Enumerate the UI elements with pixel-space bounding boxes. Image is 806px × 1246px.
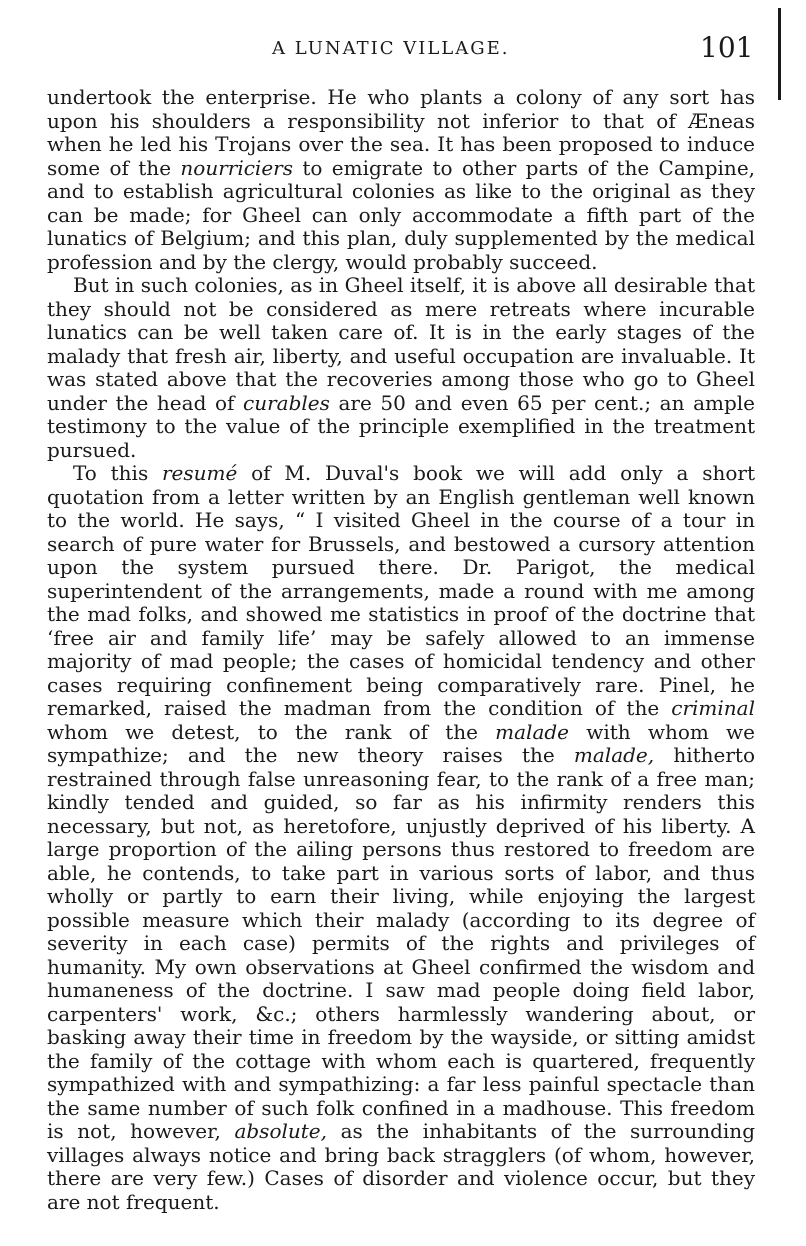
italic-segment: resumé	[162, 461, 238, 485]
running-head-title: A LUNATIC VILLAGE.	[272, 38, 510, 59]
italic-segment: criminal	[671, 696, 755, 720]
text-segment: are 50 and even 65 per cent.; an ample testimony to the value of the principle exemplified in the treatment pursued.	[47, 390, 756, 462]
paragraph-3	[47, 462, 755, 1214]
italic-segment: malade,	[573, 743, 655, 767]
text-segment: But in such colonies, as in Gheel itself, it is above all desirable that they should not be considered as mere retreats where incurable lunatics can be well taken care of. It is in the early stages of the malady that fresh air, liberty, and useful occupation are invaluable. It was stated above that the recoveries among those who go to Gheel under the head of	[47, 273, 755, 415]
text-segment: with whom we sympathize; and the new theory raises the	[47, 719, 755, 767]
italic-segment: curables	[243, 390, 330, 415]
text-segment: to emigrate to other parts of the Campine, and to establish agricultural colonies as like to the original as they can be made; for Gheel can only accommodate a fifth part of the lunatics of Belgium; and this plan, duly supplemented by the medical profession and by the clergy, would probably succeed.	[47, 155, 756, 274]
text-segment: as the inhabitants of the surrounding villages always notice and bring back stragglers (of whom, however, there are very few.) Cases of disorder and violence occur, but they are not frequent.	[47, 1119, 755, 1214]
text-segment: undertook the enterprise. He who plants a colony of any sort has upon his shoulders a responsibility not inferior to that of Æneas when he led his Trojans over the sea. It has been proposed to induce some of the	[47, 85, 755, 180]
text-segment: To this	[73, 461, 162, 485]
paragraph-2	[47, 274, 755, 462]
running-head	[0, 30, 806, 70]
text-segment: of M. Duval's book we will add only a short quotation from a letter written by an English gentleman well known to the world. He says, “ I visited Gheel in the course of a tour in search of pure water for Brussels, and bestowed a cursory attention upon the system pursued there. Dr. Parigot, the medical superintendent of the arrangements, made a round with me among the mad folks, and showed me statistics in proof of the doctrine that ‘free air and family life’ may be safely allowed to an immense majority of mad people; the cases of homicidal tendency and other cases requiring confinement being comparatively rare. Pinel, he remarked, raised the madman from the condition of the	[47, 461, 755, 720]
text-segment: whom we detest, to the rank of the	[47, 719, 496, 744]
page-number: 101	[700, 31, 754, 64]
italic-segment: absolute,	[234, 1119, 327, 1143]
italic-segment: malade	[495, 719, 570, 744]
italic-segment: nourriciers	[180, 155, 293, 180]
text-segment: hitherto restrained through false unreasoning fear, to the rank of a free man; kindly tended and guided, so far as his infirmity renders this necessary, but not, as heretofore, unjustly deprived of his liberty. A large proportion of the ailing persons thus restored to freedom are able, he contends, to take part in various sorts of labor, and thus wholly or partly to earn their living, while enjoying the largest possible measure which their malady (according to its degree of severity in each case) permits of the rights and privileges of humanity. My own observations at Gheel confirmed the wisdom and humaneness of the doctrine. I saw mad people doing field labor, carpenters' work, &c.; others harmlessly wandering about, or basking away their time in freedom by the wayside, or sitting amidst the family of the cottage with whom each is quartered, frequently sympathized with and sympathizing: a far less painful spectacle than the same number of such folk confined in a madhouse. This freedom is not, however,	[47, 743, 756, 1143]
body-text	[47, 86, 755, 1214]
paragraph-1	[47, 86, 755, 274]
